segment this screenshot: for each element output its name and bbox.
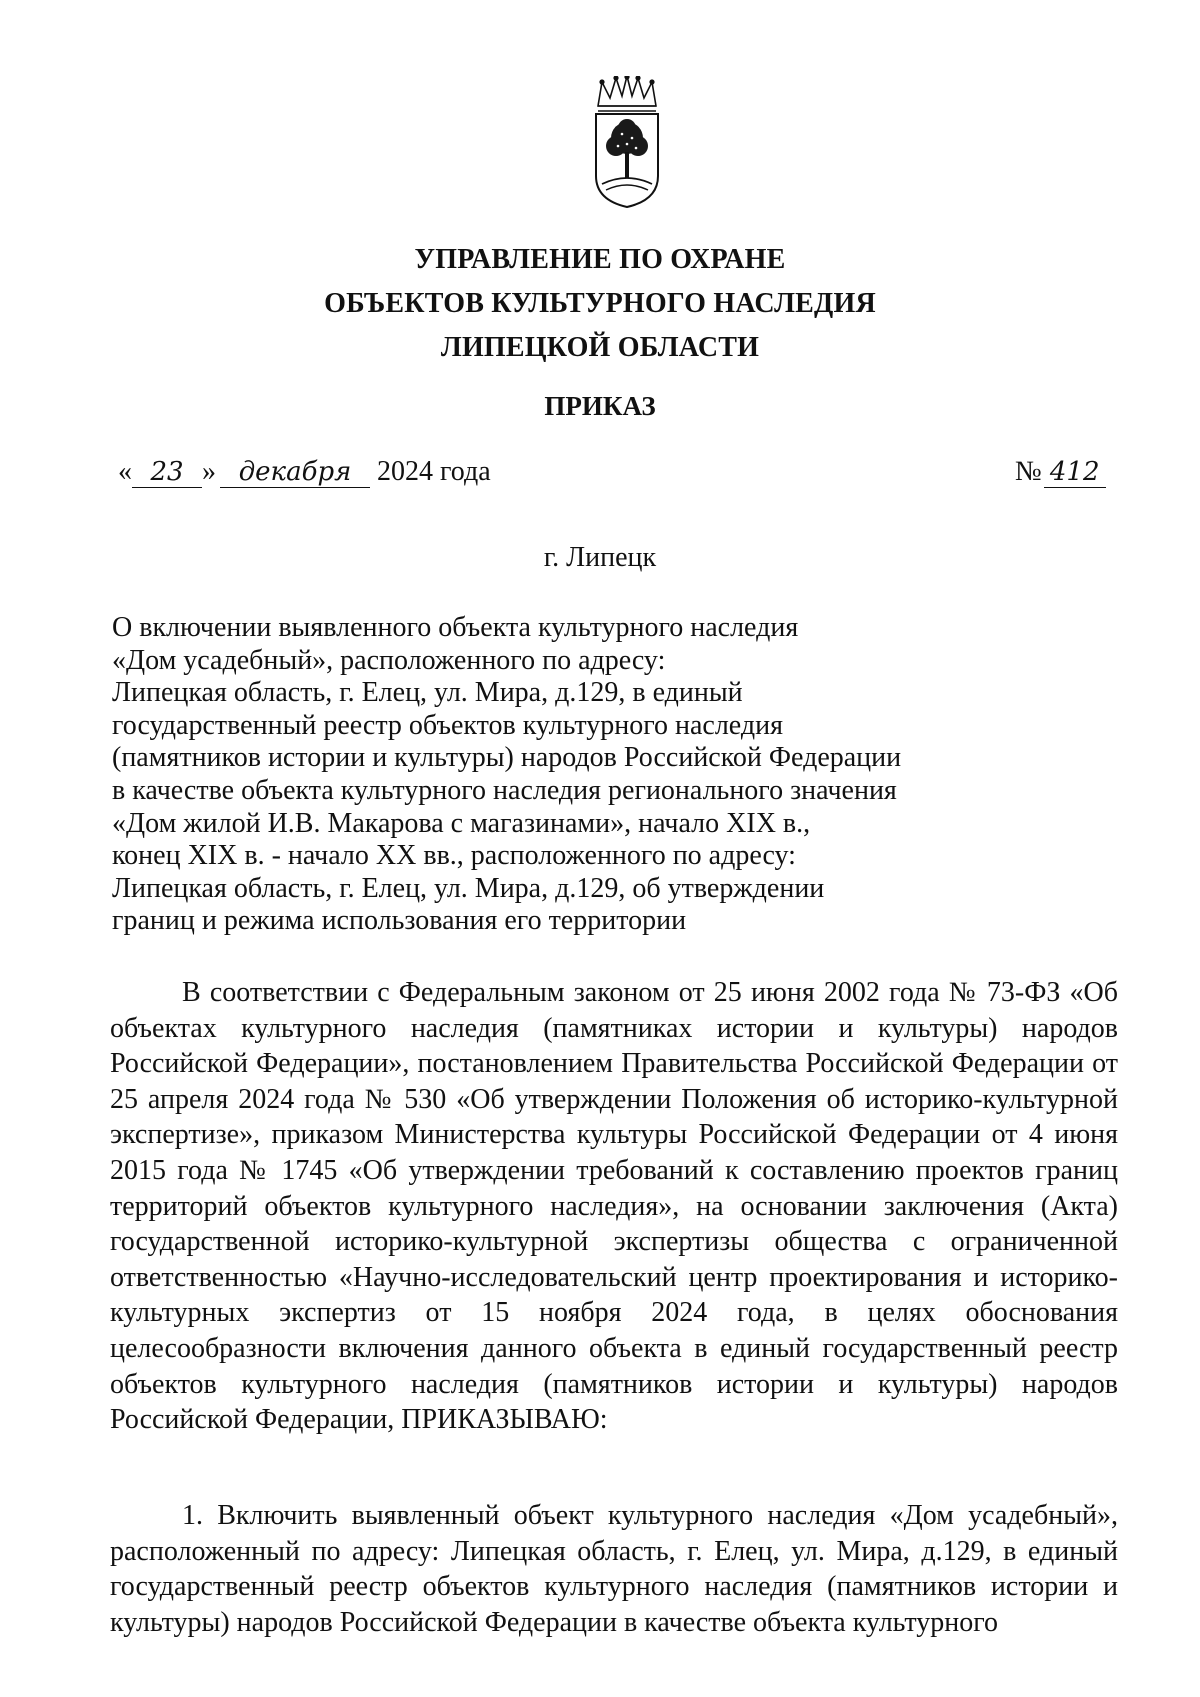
document-date	[118, 452, 491, 492]
authority-line-2: ОБЪЕКТОВ КУЛЬТУРНОГО НАСЛЕДИЯ	[324, 288, 876, 319]
order-item-paragraph: 1. Включить выявленный объект культурного наследия «Дом усадебный», расположенный по адресу: Липецкая область, г. Елец, ул. Мира, д.129, в единый государственный реестр объектов культурного наследия (памятников истории и культуры) народов Российской Федерации в качестве объекта культурного	[110, 1500, 1118, 1638]
number-value: 412	[1044, 457, 1106, 488]
date-close-quote: »	[202, 456, 216, 487]
date-year: 2024 года	[377, 456, 491, 487]
order-item-1	[110, 1498, 1118, 1640]
document-city: г. Липецк	[543, 542, 657, 573]
subject-line: (памятников истории и культуры) народов Российской Федерации	[112, 742, 902, 774]
subject-line: Липецкая область, г. Елец, ул. Мира, д.129, об утверждении	[112, 872, 825, 904]
lipetsk-coat-of-arms-icon	[592, 76, 662, 208]
document-subject	[112, 612, 972, 938]
subject-line: в качестве объекта культурного наследия регионального значения	[112, 774, 897, 806]
document-title: ПРИКАЗ	[544, 391, 656, 421]
document-number	[1015, 452, 1106, 492]
subject-line: «Дом жилой И.В. Макарова с магазинами», начало XIX в.,	[112, 807, 811, 839]
preamble	[110, 975, 1118, 1438]
subject-line: границ и режима использования его территории	[112, 905, 687, 937]
issuing-authority	[0, 238, 1200, 370]
date-month: декабря	[220, 457, 370, 488]
subject-line: «Дом усадебный», расположенного по адресу:	[112, 644, 666, 676]
authority-line-1: УПРАВЛЕНИЕ ПО ОХРАНЕ	[414, 244, 786, 275]
authority-line-3: ЛИПЕЦКОЙ ОБЛАСТИ	[440, 332, 760, 363]
date-open-quote: «	[118, 456, 132, 487]
date-day: 23	[132, 457, 202, 488]
subject-line: конец XIX в. - начало XX вв., расположенного по адресу:	[112, 840, 796, 872]
subject-line: О включении выявленного объекта культурного наследия	[112, 612, 799, 643]
subject-line: государственный реестр объектов культурного наследия	[112, 709, 783, 741]
subject-line: Липецкая область, г. Елец, ул. Мира, д.129, в единый	[112, 677, 743, 709]
number-prefix: №	[1015, 456, 1042, 487]
preamble-paragraph: В соответствии с Федеральным законом от 25 июня 2002 года № 73-ФЗ «Об объектах культурного наследия (памятниках истории и культуры) народов Российской Федерации», постановлением Правительства Российской Федерации от 25 апреля 2024 года № 530 «Об утверждении Положения об историко-культурной экспертизе», приказом Министерства культуры Российской Федерации от 4 июня 2015 года № 1745 «Об утверждении требований к составлению проектов границ территорий объектов культурного наследия», на основании заключения (Акта) государственной историко-культурной экспертизы общества с ограниченной ответственностью «Научно-исследовательский центр проектирования и историко-культурных экспертиз от 15 ноября 2024 года, в целях обоснования целесообразности включения данного объекта в единый государственный реестр объектов культурного наследия (памятников истории и культуры) народов Российской Федерации, ПРИКАЗЫВАЮ:	[110, 977, 1118, 1436]
